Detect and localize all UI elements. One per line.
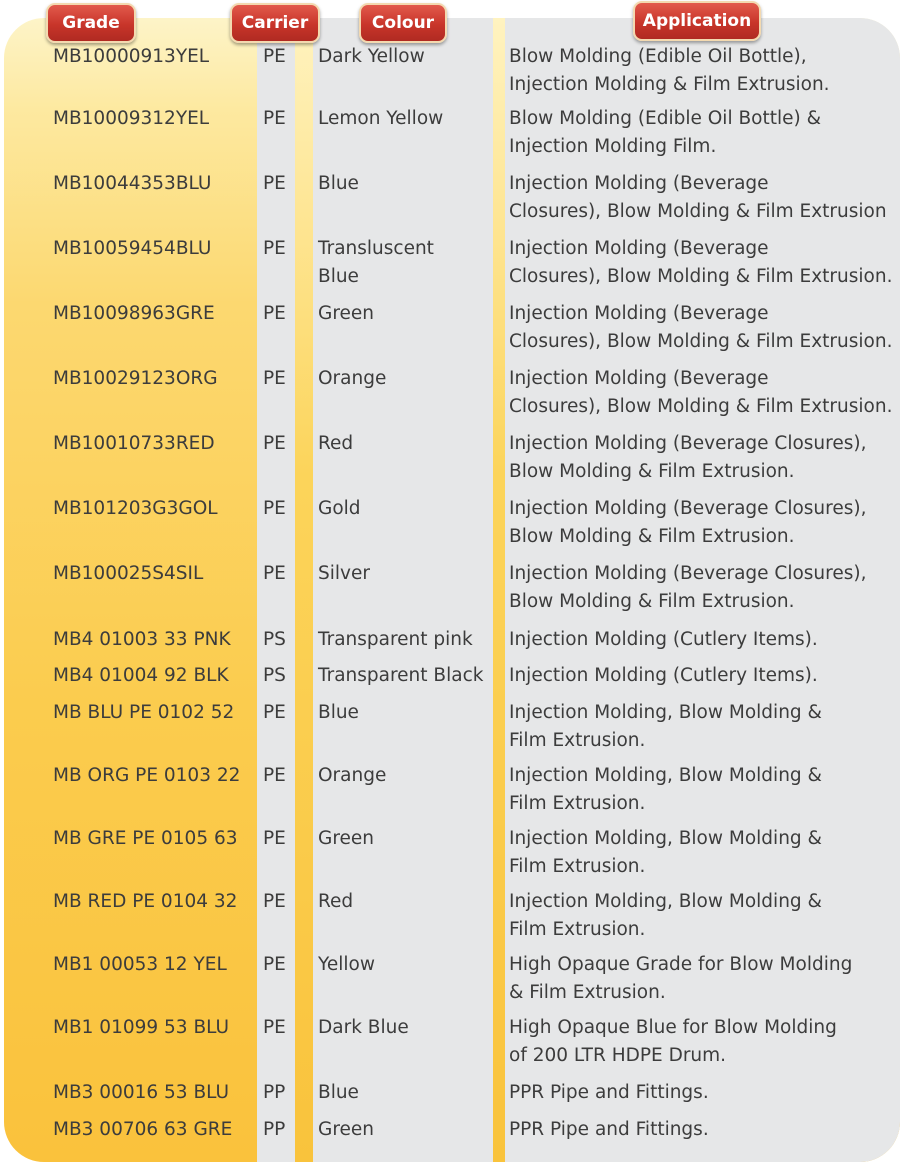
- carrier-cell: PE: [263, 563, 286, 584]
- colour-cell: Transparent Black: [318, 665, 484, 686]
- header-application: Application: [633, 1, 761, 41]
- colour-cell: Blue: [318, 1082, 359, 1103]
- application-cell: Injection Molding, Blow Molding & Film Extrusion.: [509, 828, 822, 877]
- grade-cell: MB4 01003 33 PNK: [53, 629, 231, 650]
- carrier-cell: PE: [263, 238, 286, 259]
- application-cell: High Opaque Blue for Blow Molding of 200 LTR HDPE Drum.: [509, 1017, 837, 1066]
- carrier-cell: PE: [263, 702, 286, 723]
- application-cell: High Opaque Grade for Blow Molding & Film Extrusion.: [509, 954, 853, 1003]
- carrier-cell: PE: [263, 891, 286, 912]
- application-cell: PPR Pipe and Fittings.: [509, 1082, 709, 1103]
- carrier-cell: PE: [263, 828, 286, 849]
- colour-cell: Red: [318, 433, 354, 454]
- grade-cell: MB ORG PE 0103 22: [53, 765, 241, 786]
- application-cell: Injection Molding (Cutlery Items).: [509, 665, 818, 686]
- colour-cell: Blue: [318, 173, 359, 194]
- carrier-cell: PE: [263, 303, 286, 324]
- grade-cell: MB10098963GRE: [53, 303, 215, 324]
- colour-cell: Gold: [318, 498, 361, 519]
- grade-cell: MB100025S4SIL: [53, 563, 204, 584]
- grade-cell: MB3 00706 63 GRE: [53, 1119, 233, 1140]
- grade-cell: MB10044353BLU: [53, 173, 212, 194]
- application-cell: Injection Molding (Beverage Closures), Blow Molding & Film Extrusion.: [509, 498, 867, 547]
- grade-cell: MB10009312YEL: [53, 108, 210, 129]
- grade-cell: MB BLU PE 0102 52: [53, 702, 235, 723]
- carrier-cell: PE: [263, 1017, 286, 1038]
- grade-cell: MB GRE PE 0105 63: [53, 828, 238, 849]
- application-cell: Injection Molding, Blow Molding & Film Extrusion.: [509, 702, 822, 751]
- application-cell: Injection Molding (Beverage Closures), Blow Molding & Film Extrusion: [509, 173, 887, 222]
- grade-cell: MB10059454BLU: [53, 238, 212, 259]
- colour-cell: Lemon Yellow: [318, 108, 444, 129]
- header-colour: Colour: [359, 3, 447, 43]
- application-cell: Injection Molding (Beverage Closures), Blow Molding & Film Extrusion.: [509, 238, 893, 287]
- colour-cell: Transluscent Blue: [318, 238, 434, 287]
- colour-cell: Orange: [318, 765, 387, 786]
- application-cell: Blow Molding (Edible Oil Bottle), Injection Molding & Film Extrusion.: [509, 46, 830, 95]
- grade-cell: MB1 01099 53 BLU: [53, 1017, 230, 1038]
- grade-cell: MB4 01004 92 BLK: [53, 665, 229, 686]
- table-header: [0, 0, 909, 44]
- grade-cell: MB10000913YEL: [53, 46, 210, 67]
- application-cell: Injection Molding (Beverage Closures), Blow Molding & Film Extrusion.: [509, 433, 867, 482]
- grade-cell: MB101203G3GOL: [53, 498, 218, 519]
- colour-cell: Silver: [318, 563, 370, 584]
- application-cell: Injection Molding (Beverage Closures), Blow Molding & Film Extrusion.: [509, 303, 893, 352]
- application-cell: Injection Molding (Cutlery Items).: [509, 629, 818, 650]
- application-cell: Injection Molding (Beverage Closures), Blow Molding & Film Extrusion.: [509, 368, 893, 417]
- colour-cell: Green: [318, 828, 375, 849]
- carrier-cell: PE: [263, 108, 286, 129]
- grade-cell: MB1 00053 12 YEL: [53, 954, 227, 975]
- carrier-cell: PS: [263, 629, 286, 650]
- colour-cell: Dark Blue: [318, 1017, 409, 1038]
- colour-cell: Dark Yellow: [318, 46, 425, 67]
- grade-cell: MB3 00016 53 BLU: [53, 1082, 230, 1103]
- colour-cell: Green: [318, 303, 375, 324]
- carrier-cell: PE: [263, 954, 286, 975]
- header-carrier: Carrier: [230, 3, 320, 43]
- colour-cell: Red: [318, 891, 354, 912]
- grade-cell: MB10029123ORG: [53, 368, 218, 389]
- carrier-cell: PP: [263, 1119, 286, 1140]
- column-separator: [493, 18, 505, 1162]
- application-cell: Injection Molding, Blow Molding & Film Extrusion.: [509, 891, 822, 940]
- carrier-cell: PE: [263, 46, 286, 67]
- colour-cell: Orange: [318, 368, 387, 389]
- carrier-cell: PE: [263, 368, 286, 389]
- column-separator: [295, 18, 313, 1162]
- header-grade: Grade: [46, 3, 136, 43]
- application-cell: Blow Molding (Edible Oil Bottle) & Injection Molding Film.: [509, 108, 822, 157]
- application-cell: Injection Molding, Blow Molding & Film Extrusion.: [509, 765, 822, 814]
- carrier-cell: PE: [263, 433, 286, 454]
- colour-cell: Green: [318, 1119, 375, 1140]
- carrier-cell: PE: [263, 498, 286, 519]
- application-cell: Injection Molding (Beverage Closures), Blow Molding & Film Extrusion.: [509, 563, 867, 612]
- grade-cell: MB RED PE 0104 32: [53, 891, 238, 912]
- carrier-cell: PP: [263, 1082, 286, 1103]
- grade-cell: MB10010733RED: [53, 433, 215, 454]
- colour-cell: Transparent pink: [318, 629, 473, 650]
- carrier-cell: PE: [263, 765, 286, 786]
- colour-cell: Yellow: [318, 954, 375, 975]
- carrier-cell: PE: [263, 173, 286, 194]
- application-cell: PPR Pipe and Fittings.: [509, 1119, 709, 1140]
- carrier-cell: PS: [263, 665, 286, 686]
- colour-cell: Blue: [318, 702, 359, 723]
